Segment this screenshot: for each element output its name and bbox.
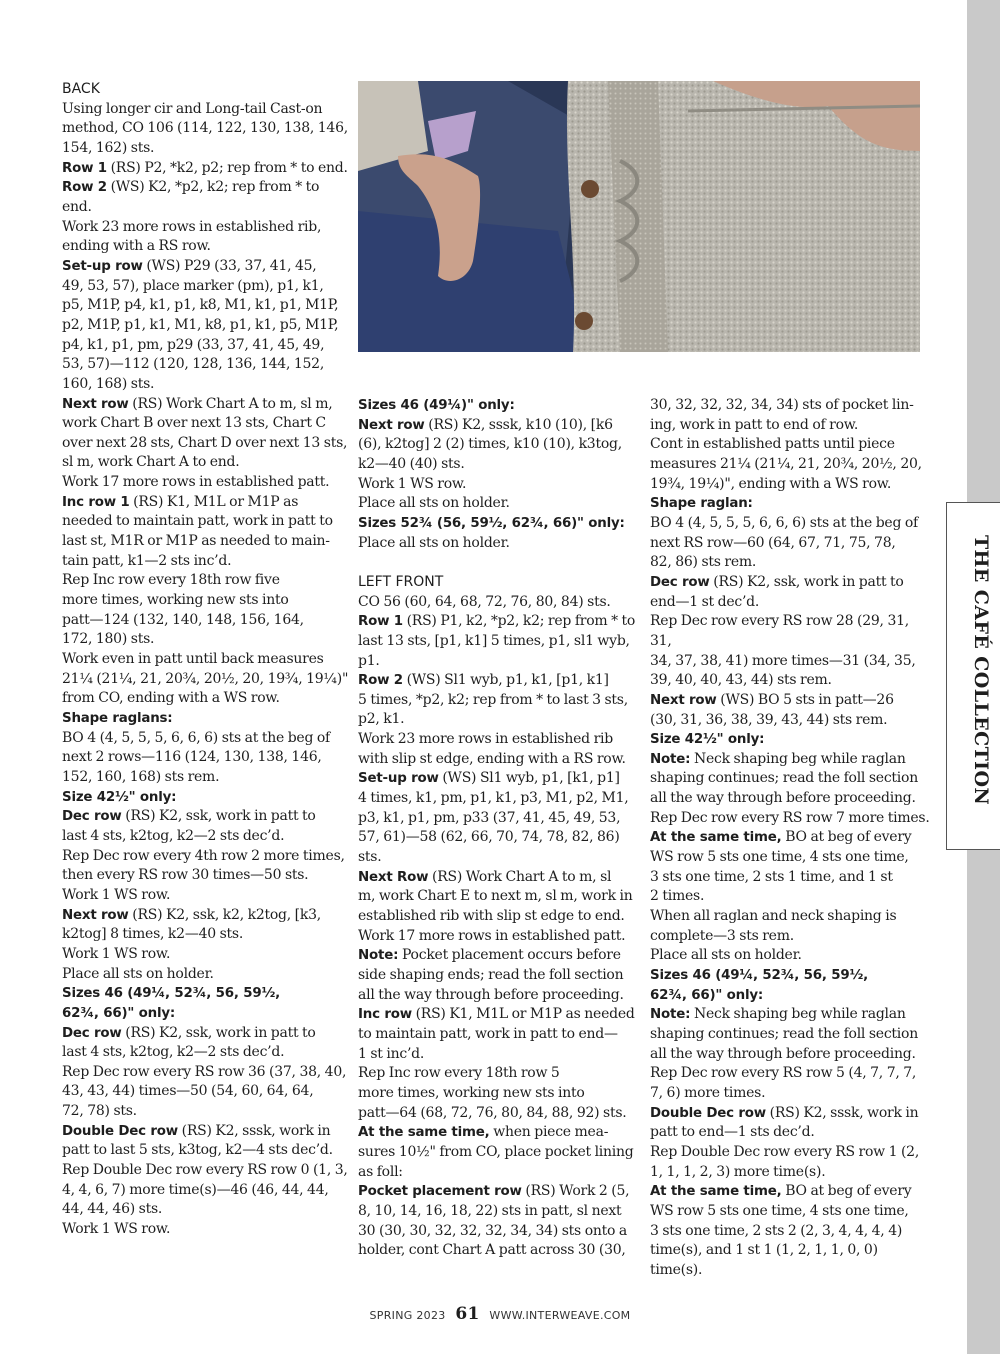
text-line: Work 17 more rows in established patt. — [358, 927, 626, 944]
text-line: Row 2 (WS) Sl1 wyb, p1, k1, [p1, k1] — [358, 672, 609, 689]
text-line: Using longer cir and Long-tail Cast-on — [62, 100, 323, 117]
text-line: established rib with slip st edge to end. — [358, 908, 625, 925]
text-line: Rep Dec row every RS row 36 (37, 38, 40, — [62, 1063, 347, 1080]
text-line: BO 4 (4, 5, 5, 5, 6, 6, 6) sts at the beg of — [650, 514, 918, 531]
text-line: Rep Double Dec row every RS row 0 (1, 3, — [62, 1162, 348, 1179]
text-line: next 2 rows—116 (124, 130, 138, 146, — [62, 749, 322, 766]
text-line: method, CO 106 (114, 122, 130, 138, 146, — [62, 120, 348, 137]
text-line: Work 23 more rows in established rib — [358, 731, 613, 748]
text-line: Dec row (RS) K2, ssk, work in patt to — [650, 573, 904, 590]
text-line: 34, 37, 38, 41) more times—31 (34, 35, — [650, 652, 916, 669]
text-line: last 4 sts, k2tog, k2—2 sts dec’d. — [62, 827, 285, 844]
text-line: 39, 40, 40, 43, 44) sts rem. — [650, 672, 832, 689]
text-line: m, work Chart E to next m, sl m, work in — [358, 888, 633, 905]
text-line: Work 1 WS row. — [62, 886, 171, 903]
text-line: Double Dec row (RS) K2, sssk, work in — [62, 1122, 331, 1139]
text-line: Next row (RS) Work Chart A to m, sl m, — [62, 395, 333, 412]
text-line: BO 4 (4, 5, 5, 5, 6, 6, 6) sts at the beg of — [62, 729, 330, 746]
text-line: p2, M1P, p1, k1, M1, k8, p1, k1, p5, M1P, — [62, 316, 339, 333]
text-line: p2, k1. — [358, 711, 405, 728]
text-line: Shape raglans: — [62, 711, 173, 726]
page-footer — [0, 1304, 1000, 1324]
text-line: 30 (30, 30, 32, 32, 32, 34, 34) sts onto a — [358, 1222, 627, 1239]
text-line: Next Row (RS) Work Chart A to m, sl — [358, 868, 612, 885]
text-line: Inc row (RS) K1, M1L or M1P as needed — [358, 1006, 635, 1023]
text-line: Double Dec row (RS) K2, sssk, work in — [650, 1104, 919, 1121]
text-line: k2tog] 8 times, k2—40 sts. — [62, 926, 244, 943]
text-line: 62¾, 66)" only: — [650, 987, 764, 1003]
text-line: 1, 1, 1, 2, 3) more time(s). — [650, 1163, 826, 1180]
text-line: (6), k2tog] 2 (2) times, k10 (10), k3tog, — [358, 436, 622, 453]
text-line: time(s), and 1 st 1 (1, 2, 1, 1, 0, 0) time(s). — [650, 1242, 878, 1278]
page-number: 61 — [455, 1304, 480, 1324]
text-line: Set-up row (WS) Sl1 wyb, p1, [k1, p1] — [358, 770, 620, 787]
text-line: Work 1 WS row. — [358, 475, 467, 492]
text-line: measures 21¼ (21¼, 21, 20¾, 20½, 20, — [650, 455, 922, 472]
text-line: Rep Dec row every 4th row 2 more times, — [62, 847, 345, 864]
blank-line — [358, 553, 643, 573]
text-line: then every RS row 30 times—50 sts. — [62, 867, 309, 884]
text-line: complete—3 sts rem. — [650, 927, 794, 944]
text-line: with slip st edge, ending with a RS row. — [358, 750, 626, 767]
text-line: patt—124 (132, 140, 148, 156, 164, — [62, 611, 304, 628]
text-line: 82, 86) sts rem. — [650, 554, 757, 571]
text-line: Row 1 (RS) P2, *k2, p2; rep from * to end. — [62, 159, 348, 176]
text-line: 44, 44, 46) sts. — [62, 1201, 163, 1218]
text-line: p3, k1, p1, pm, p33 (37, 41, 45, 49, 53, — [358, 809, 621, 826]
text-line: 4 times, k1, pm, p1, k1, p3, M1, p2, M1, — [358, 790, 629, 807]
text-line: Note: Neck shaping beg while raglan — [650, 750, 906, 767]
text-line: At the same time, when piece mea- — [358, 1124, 609, 1141]
knitwear-photo-icon — [358, 81, 920, 352]
text-line: Sizes 52¾ (56, 59½, 62¾, 66)" only: — [358, 515, 625, 531]
text-line: sl m, work Chart A to end. — [62, 454, 240, 471]
text-line: Work 17 more rows in established patt. — [62, 474, 330, 491]
text-line: sts. — [358, 849, 382, 866]
text-line: shaping continues; read the foll section — [650, 1026, 918, 1042]
text-line: work Chart B over next 13 sts, Chart C — [62, 415, 326, 432]
text-line: 49, 53, 57), place marker (pm), p1, k1, — [62, 277, 324, 294]
text-line: Sizes 46 (49¼, 52¾, 56, 59½, — [650, 968, 869, 984]
text-line: Dec row (RS) K2, ssk, work in patt to — [62, 808, 316, 825]
text-line: tain patt, k1—2 sts inc’d. — [62, 552, 232, 569]
text-line: Cont in established patts until piece — [650, 436, 895, 453]
text-line: 57, 61)—58 (62, 66, 70, 74, 78, 82, 86) — [358, 829, 620, 846]
text-line: Rep Double Dec row every RS row 1 (2, — [650, 1143, 920, 1160]
text-line: 7, 6) more times. — [650, 1084, 766, 1101]
text-line: Place all sts on holder. — [650, 947, 802, 964]
text-line: over next 28 sts, Chart D over next 13 sts, — [62, 434, 348, 451]
text-line: Work 1 WS row. — [62, 945, 171, 962]
text-line: Place all sts on holder. — [62, 965, 214, 982]
text-line: Next row (WS) BO 5 sts in patt—26 — [650, 691, 894, 708]
text-line: 43, 43, 44) times—50 (54, 60, 64, 64, — [62, 1083, 314, 1100]
text-line: At the same time, BO at beg of every — [650, 1183, 912, 1200]
text-line: patt—64 (68, 72, 76, 80, 84, 88, 92) sts. — [358, 1104, 627, 1121]
text-line: end. — [62, 198, 92, 215]
text-line: Shape raglan: — [650, 496, 753, 512]
text-line: 152, 160, 168) sts rem. — [62, 768, 220, 785]
text-line: all the way through before proceeding. — [358, 986, 624, 1003]
text-line: 72, 78) sts. — [62, 1103, 137, 1120]
section-heading: BACK — [62, 81, 100, 97]
text-line: sures 10½" from CO, place pocket lining — [358, 1143, 634, 1160]
text-line: WS row 5 sts one time, 4 sts one time, — [650, 1202, 909, 1219]
text-line: Size 42½" only: — [62, 789, 177, 805]
text-line: patt to last 5 sts, k3tog, k2—4 sts dec’d. — [62, 1142, 333, 1159]
text-line: (30, 31, 36, 38, 39, 43, 44) sts rem. — [650, 711, 888, 728]
text-line: 154, 162) sts. — [62, 139, 155, 156]
section-tab-title: THE CAFÉ COLLECTION — [970, 535, 992, 806]
text-line: 19¾, 19¼)", ending with a WS row. — [650, 475, 892, 492]
text-line: Work 1 WS row. — [62, 1221, 171, 1238]
text-line: Place all sts on holder. — [358, 495, 510, 512]
text-line: 5 times, *p2, k2; rep from * to last 3 sts, — [358, 691, 628, 708]
footer-season: SPRING 2023 — [369, 1309, 446, 1322]
text-line: Pocket placement row (RS) Work 2 (5, — [358, 1183, 630, 1200]
text-line: shaping continues; read the foll section — [650, 770, 918, 787]
text-line: 3 sts one time, 2 sts 2 (2, 3, 4, 4, 4, 4) — [650, 1222, 903, 1239]
text-line: Rep Dec row every RS row 7 more times. — [650, 809, 930, 826]
text-line: 8, 10, 14, 16, 18, 22) sts in patt, sl next — [358, 1202, 622, 1219]
text-line: all the way through before proceeding. — [650, 790, 916, 807]
text-line: last 4 sts, k2tog, k2—2 sts dec’d. — [62, 1044, 285, 1061]
text-line: ing, work in patt to end of row. — [650, 416, 859, 433]
text-line: Row 2 (WS) K2, *p2, k2; rep from * to — [62, 179, 320, 196]
text-line: Next row (RS) K2, ssk, k2, k2tog, [k3, — [62, 906, 321, 923]
text-line: end—1 st dec’d. — [650, 593, 760, 610]
text-line: all the way through before proceeding. — [650, 1045, 916, 1062]
text-line: 2 times. — [650, 888, 705, 905]
text-line: Sizes 46 (49¼, 52¾, 56, 59½, — [62, 986, 281, 1002]
section-heading: LEFT FRONT — [358, 573, 444, 590]
text-line: Work even in patt until back measures — [62, 651, 324, 668]
text-line: Sizes 46 (49¼)" only: — [358, 398, 515, 413]
text-line: Rep Dec row every RS row 28 (29, 31, 31, — [650, 613, 909, 649]
text-line: Rep Dec row every RS row 5 (4, 7, 7, 7, — [650, 1065, 917, 1082]
text-line: 172, 180) sts. — [62, 631, 155, 648]
text-line: last st, M1R or M1P as needed to main- — [62, 533, 330, 550]
text-line: Inc row 1 (RS) K1, M1L or M1P as — [62, 493, 299, 510]
text-line: ending with a RS row. — [62, 238, 211, 255]
text-line: side shaping ends; read the foll section — [358, 967, 624, 984]
text-line: WS row 5 sts one time, 4 sts one time, — [650, 849, 909, 866]
text-line: p4, k1, p1, pm, p29 (33, 37, 41, 45, 49, — [62, 336, 325, 353]
text-line: p1. — [358, 652, 380, 669]
text-line: 62¾, 66)" only: — [62, 1005, 176, 1021]
text-line: CO 56 (60, 64, 68, 72, 76, 80, 84) sts. — [358, 593, 611, 610]
text-line: holder, cont Chart A patt across 30 (30, — [358, 1242, 626, 1259]
text-line: Rep Inc row every 18th row 5 — [358, 1065, 560, 1082]
column-right — [650, 396, 932, 1281]
text-line: from CO, ending with a WS row. — [62, 690, 280, 707]
text-line: k2—40 (40) sts. — [358, 455, 465, 472]
text-line: more times, working new sts into — [62, 592, 289, 609]
text-line: Size 42½" only: — [650, 732, 765, 748]
text-line: Next row (RS) K2, sssk, k10 (10), [k6 — [358, 416, 613, 433]
text-line: 3 sts one time, 2 sts 1 time, and 1 st — [650, 868, 893, 885]
column-middle — [358, 396, 643, 1261]
text-line: more times, working new sts into — [358, 1084, 585, 1101]
text-line: When all raglan and neck shaping is — [650, 908, 897, 925]
text-line: 53, 57)—112 (120, 128, 136, 144, 152, — [62, 356, 325, 373]
text-line: Set-up row (WS) P29 (33, 37, 41, 45, — [62, 257, 317, 274]
text-line: Place all sts on holder. — [358, 534, 510, 551]
text-line: p5, M1P, p4, k1, p1, k8, M1, k1, p1, M1P, — [62, 297, 339, 314]
text-line: needed to maintain patt, work in patt to — [62, 513, 333, 530]
text-line: 21¼ (21¼, 21, 20¾, 20½, 20, 19¾, 19¼)" — [62, 670, 349, 687]
text-line: Rep Inc row every 18th row five — [62, 572, 280, 589]
column-left — [62, 80, 352, 1240]
text-line: Note: Pocket placement occurs before — [358, 947, 621, 964]
text-line: 4, 4, 6, 7) more time(s)—46 (46, 44, 44, — [62, 1181, 329, 1198]
text-line: 1 st inc’d. — [358, 1045, 425, 1062]
text-line: last 13 sts, [p1, k1] 5 times, p1, sl1 wyb, — [358, 632, 630, 649]
text-line: as foll: — [358, 1163, 403, 1180]
text-line: Dec row (RS) K2, ssk, work in patt to — [62, 1024, 316, 1041]
text-line: patt to end—1 sts dec’d. — [650, 1124, 815, 1141]
footer-website: WWW.INTERWEAVE.COM — [489, 1309, 631, 1322]
text-line: 160, 168) sts. — [62, 375, 155, 392]
text-line: to maintain patt, work in patt to end— — [358, 1025, 618, 1042]
text-line: Note: Neck shaping beg while raglan — [650, 1006, 906, 1023]
text-line: Row 1 (RS) P1, k2, *p2, k2; rep from * to — [358, 613, 636, 630]
text-line: At the same time, BO at beg of every — [650, 829, 912, 846]
knitwear-photo — [358, 81, 920, 352]
text-line: next RS row—60 (64, 67, 71, 75, 78, — [650, 534, 896, 551]
text-line: 30, 32, 32, 32, 34, 34) sts of pocket lin- — [650, 397, 914, 413]
text-line: Work 23 more rows in established rib, — [62, 218, 322, 235]
